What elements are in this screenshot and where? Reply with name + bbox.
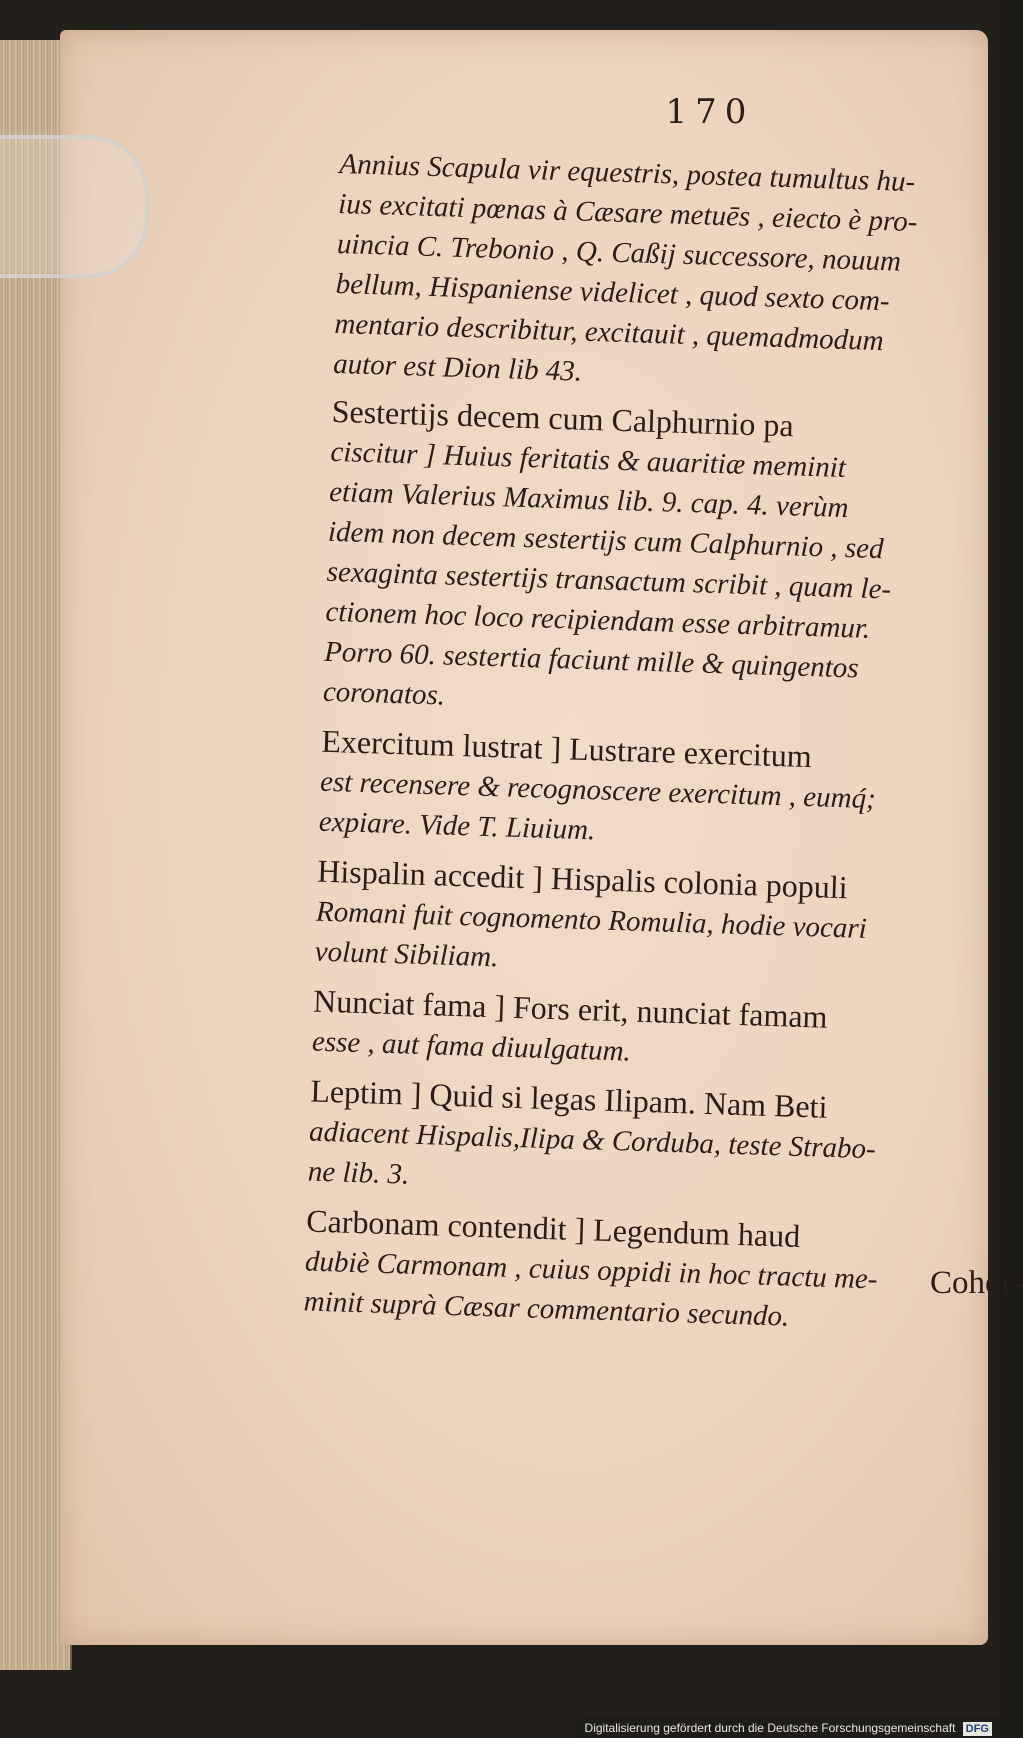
page-clip [0,135,149,278]
text-line: ctionem hoc loco recipiendam esse arbitramur. [324,595,871,645]
catchword: Cohor- [930,1265,1023,1301]
text-line: sexaginta sestertijs transactum scribit , quam le- [326,555,892,606]
heading-line: Sestertijs decem cum Calphurnio pa [331,392,795,444]
heading-line: Nunciat fama ] Fors erit, nunciat famam [312,982,829,1035]
book-page [60,30,1023,1645]
credit-text: Digitalisierung gefördert durch die Deutsche Forschungsgemeinschaft [584,1721,956,1735]
dfg-logo-icon: DFG [963,1722,992,1736]
heading-line: Leptim ] Quid si legas Ilipam. Nam Beti [309,1072,828,1125]
text-line: mentario describitur, excitauit , quemadmodum [334,307,885,358]
heading-line: Exercitum lustrat ] Lustrare exercitum [320,722,813,775]
text-line: expiare. Vide T. Liuium. [318,805,596,847]
text-line: ne lib. 3. [307,1155,410,1191]
text-line: autor est Dion lib 43. [332,347,583,388]
text-line: esse , aut fama diuulgatum. [311,1025,632,1068]
page-number: 170 [665,92,755,132]
text-line: minit suprà Cæsar commentario secundo. [303,1285,790,1333]
text-line: volunt Sibiliam. [314,935,499,974]
text-line: uincia C. Trebonio , Q. Caßij successore, nouum [336,227,902,278]
heading-line: Hispalin accedit ] Hispalis colonia populi [316,852,849,906]
text-line: ciscitur ] Huius feritatis & auaritiæ meminit [330,435,847,485]
text-line: coronatos. [322,675,446,712]
text-line: bellum, Hispaniense videlicet , quod sexto com- [335,267,891,318]
heading-line: Carbonam contendit ] Legendum haud [305,1202,801,1254]
text-block [303,150,950,1349]
text-line: ius excitati pœnas à Cæsare metuēs , eiecto è pro- [337,187,918,239]
text-line: est recensere & recognoscere exercitum , eumq́; [319,765,877,816]
text-line: etiam Valerius Maximus lib. 9. cap. 4. verùm [328,475,850,525]
text-line: Romani fuit cognomento Romulia, hodie vocari [315,895,868,945]
text-line: Porro 60. sestertia faciunt mille & quingentos [323,635,860,685]
digitization-credit [577,1718,1000,1738]
text-line: idem non decem sestertijs cum Calphurnio , sed [327,515,884,566]
text-line: adiacent Hispalis,Ilipa & Corduba, teste Strabo- [308,1115,877,1166]
text-line: dubiè Carmonam , cuius oppidi in hoc tractu me- [304,1245,878,1296]
text-line: Annius Scapula vir equestris, postea tumultus hu- [339,148,916,199]
